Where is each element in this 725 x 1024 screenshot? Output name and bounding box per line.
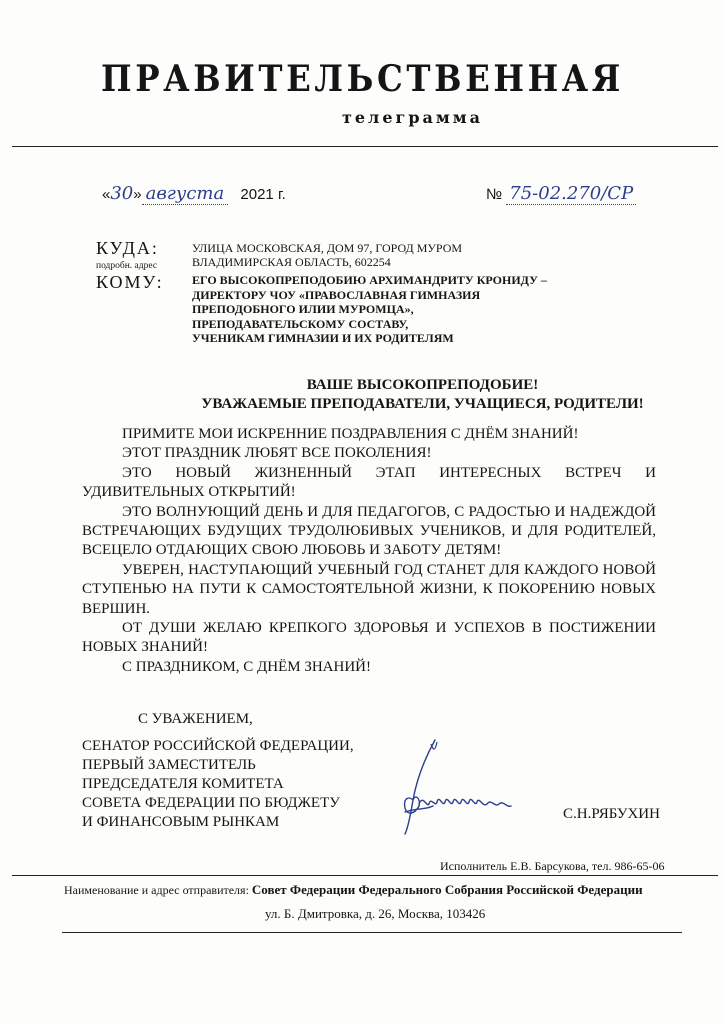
closing: С УВАЖЕНИЕМ, (138, 711, 253, 727)
number-value: 75-02.270/СР (506, 183, 636, 205)
date-year: 2021 г. (240, 186, 286, 203)
sender-line (64, 882, 643, 898)
position-line: ПЕРВЫЙ ЗАМЕСТИТЕЛЬ (82, 757, 256, 773)
signer-name: С.Н.РЯБУХИН (563, 806, 660, 822)
sender-name: Совет Федерации Федерального Собрания Российской Федерации (251, 882, 643, 897)
body-paragraph: ПРИМИТЕ МОИ ИСКРЕННИЕ ПОЗДРАВЛЕНИЯ С ДНЁМ ЗНАНИЙ! (122, 426, 579, 442)
body-paragraph: С ПРАЗДНИКОМ, С ДНЁМ ЗНАНИЙ! (122, 658, 372, 675)
date-close-quote: » (133, 186, 142, 203)
greeting (0, 376, 725, 414)
date-open-quote: « (102, 186, 111, 203)
body-paragraph: ЭТОТ ПРАЗДНИК ЛЮБЯТ ВСЕ ПОКОЛЕНИЯ! (122, 445, 432, 462)
detail-address-label: подробн. адрес (96, 261, 158, 271)
where-label: КУДА: (96, 238, 159, 258)
delivery-address (192, 241, 462, 269)
executor-info: Исполнитель Е.В. Барсукова, тел. 986-65-06 (440, 859, 665, 873)
number-label: № (486, 186, 503, 203)
sender-label: Наименование и адрес отправителя: (64, 883, 249, 897)
recipient-line: ЕГО ВЫСОКОПРЕПОДОБИЮ АРХИМАНДРИТУ КРОНИДУ – (192, 273, 547, 287)
footer-divider (12, 875, 718, 876)
telegram-title: ПРАВИТЕЛЬСТВЕННАЯ (101, 58, 624, 100)
footer-bottom-divider (62, 932, 682, 933)
handwritten-signature (395, 738, 535, 838)
position-line: СОВЕТА ФЕДЕРАЦИИ ПО БЮДЖЕТУ (82, 795, 340, 811)
body-paragraph: ЭТО ВОЛНУЮЩИЙ ДЕНЬ И ДЛЯ ПЕДАГОГОВ, С РАДОСТЬЮ И НАДЕЖДОЙ ВСТРЕЧАЮЩИХ БУДУЩИХ ТРУДОЛЮБИВЫХ УЧЕНИКОВ, И ДЛЯ РОДИТЕЛЕЙ, ВСЕЦЕЛО ОТДАЮЩИХ СВОЮ ЛЮБОВЬ И ЗАБОТУ ДЕТЯМ! (82, 503, 656, 559)
greeting-line: УВАЖАЕМЫЕ ПРЕПОДАВАТЕЛИ, УЧАЩИЕСЯ, РОДИТЕЛИ! (201, 396, 644, 412)
signatory-position (82, 737, 354, 832)
recipient-line: ДИРЕКТОРУ ЧОУ «ПРАВОСЛАВНАЯ ГИМНАЗИЯ (192, 287, 481, 302)
position-line: ПРЕДСЕДАТЕЛЯ КОМИТЕТА (82, 776, 284, 792)
date-line (102, 183, 286, 204)
date-day: 30 (110, 183, 134, 204)
recipient-line: УЧЕНИКАМ ГИМНАЗИИ И ИХ РОДИТЕЛЯМ (192, 331, 454, 345)
recipient-block (192, 273, 547, 346)
recipient-line: ПРЕПОДАВАТЕЛЬСКОМУ СОСТАВУ, (192, 316, 409, 331)
whom-label: КОМУ: (96, 272, 164, 292)
message-body (82, 425, 656, 677)
document-number (486, 183, 636, 204)
header-divider (12, 146, 718, 147)
body-paragraph: ЭТО НОВЫЙ ЖИЗНЕННЫЙ ЭТАП ИНТЕРЕСНЫХ ВСТРЕЧ И УДИВИТЕЛЬНЫХ ОТКРЫТИЙ! (82, 464, 656, 501)
date-month: августа (142, 183, 229, 205)
position-line: СЕНАТОР РОССИЙСКОЙ ФЕДЕРАЦИИ, (82, 738, 354, 754)
body-paragraph: ОТ ДУШИ ЖЕЛАЮ КРЕПКОГО ЗДОРОВЬЯ И УСПЕХОВ В ПОСТИЖЕНИИ НОВЫХ ЗНАНИЙ! (82, 620, 656, 656)
recipient-line: ПРЕПОДОБНОГО ИЛИИ МУРОМЦА», (192, 302, 414, 316)
greeting-line: ВАШЕ ВЫСОКОПРЕПОДОБИЕ! (306, 377, 539, 393)
address-line: ВЛАДИМИРСКАЯ ОБЛАСТЬ, 602254 (192, 255, 391, 269)
sender-address: ул. Б. Дмитровка, д. 26, Москва, 103426 (265, 906, 486, 921)
address-line: УЛИЦА МОСКОВСКАЯ, ДОМ 97, ГОРОД МУРОМ (192, 241, 463, 255)
telegram-subtitle: телеграмма (341, 108, 484, 127)
body-paragraph: УВЕРЕН, НАСТУПАЮЩИЙ УЧЕБНЫЙ ГОД СТАНЕТ ДЛЯ КАЖДОГО НОВОЙ СТУПЕНЬЮ НА ПУТИ К САМОСТОЯТЕЛЬНОЙ ЖИЗНИ, К ПОКОРЕНИЮ НОВЫХ ВЕРШИН. (82, 561, 656, 617)
position-line: И ФИНАНСОВЫМ РЫНКАМ (82, 814, 280, 830)
